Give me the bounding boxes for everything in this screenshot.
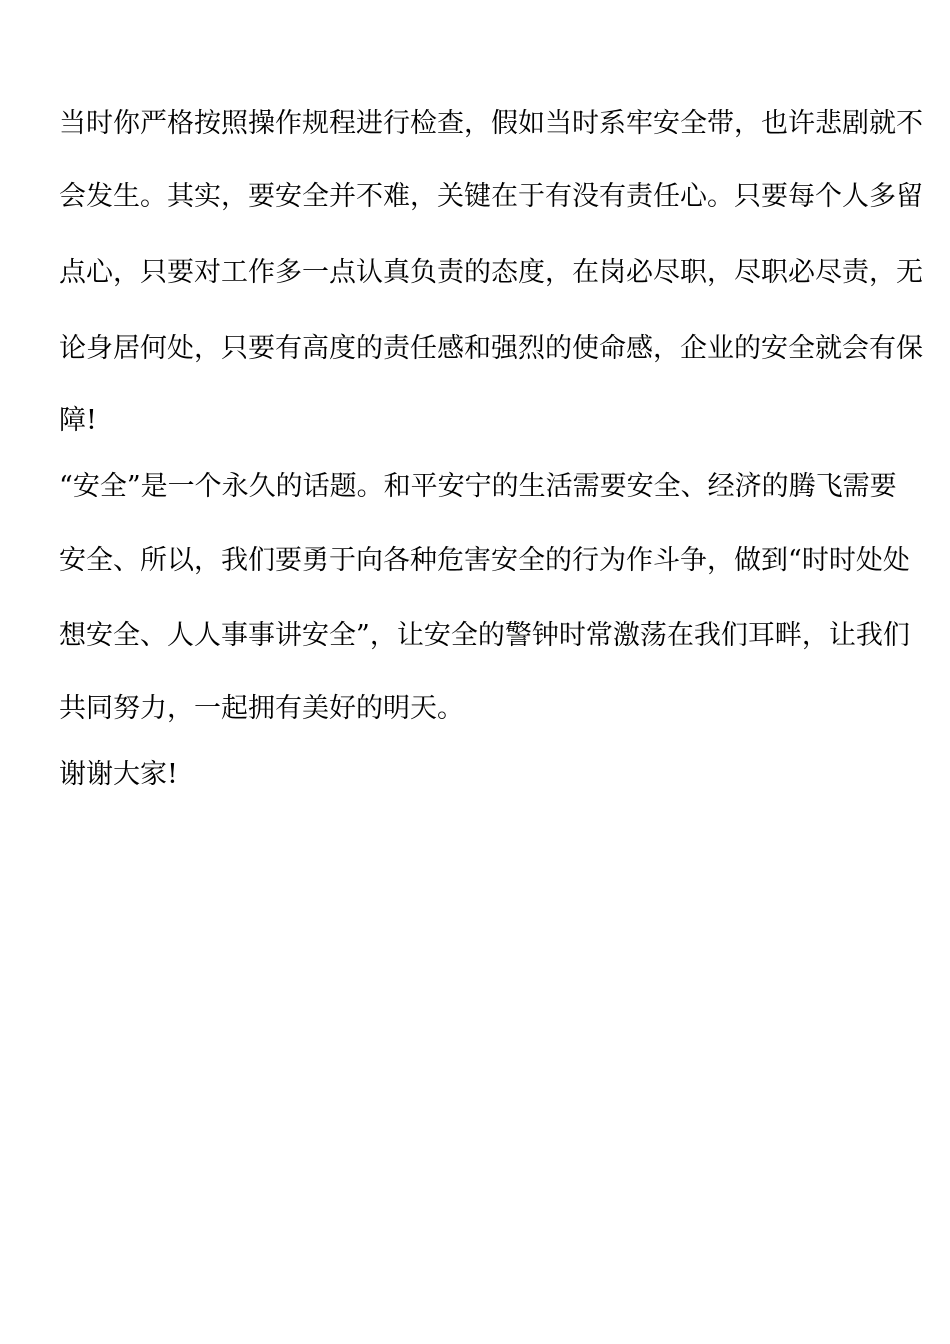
paragraph-1-line-2: 会 发 生 。 其 实 ， 要 安 全 并 不 难 ， 关 键 在 于 有 没 有 责 任 心 。 只 要 每 个 人 多 留 — [59, 181, 923, 212]
paragraph-2-line-4: 共同努力，一起拥有美好的明天。 — [59, 693, 464, 724]
paragraph-2-line-1: “ 安 全 ” 是 一 个 永 久 的 话 题 。 和 平 安 宁 的 生 活 需 要 安 全 、 经 济 的 腾 飞 需 要 — [59, 471, 897, 502]
paragraph-2-line-3: 想 安 全 、 人 人 事 事 讲 安 全 ” ， 让 安 全 的 警 钟 时 常 激 荡 在 我 们 耳 畔 ， 让 我 们 — [59, 620, 910, 651]
paragraph-1-line-4: 论 身 居 何 处 ， 只 要 有 高 度 的 责 任 感 和 强 烈 的 使 命 感 ， 企 业 的 安 全 就 会 有 保 — [59, 333, 923, 364]
paragraph-1-line-3: 点 心 ， 只 要 对 工 作 多 一 点 认 真 负 责 的 态 度 ， 在 岗 必 尽 职 ， 尽 职 必 尽 责 ， 无 — [59, 257, 923, 288]
closing-line: 谢谢大家! — [59, 759, 178, 790]
paragraph-2-line-2: 安 全 、 所 以 ， 我 们 要 勇 于 向 各 种 危 害 安 全 的 行 为 作 斗 争 ， 做 到 “ 时 时 处 处 — [59, 545, 910, 576]
paragraph-1-line-1: 当 时 你 严 格 按 照 操 作 规 程 进 行 检 查 ， 假 如 当 时 系 牢 安 全 带 ， 也 许 悲 剧 就 不 — [59, 108, 923, 139]
paragraph-1-line-5: 障! — [59, 405, 97, 436]
